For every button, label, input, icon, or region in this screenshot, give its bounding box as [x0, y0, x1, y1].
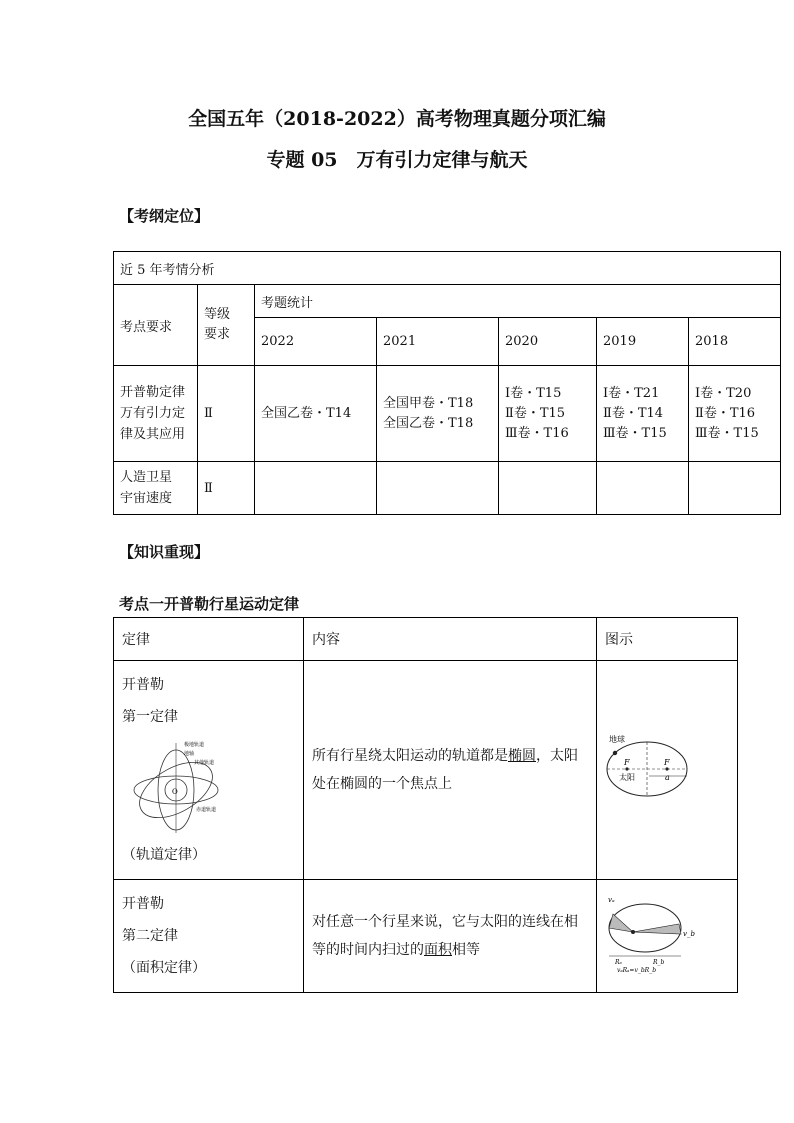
section-outline-heading: 【考纲定位】 — [119, 207, 210, 225]
point1-heading: 考点一开普勒行星运动定律 — [119, 595, 300, 613]
law2-name-line1: 开普勒 — [122, 896, 164, 912]
law1-figure-cell — [597, 661, 738, 880]
row2-2018 — [689, 462, 781, 515]
row1-point — [114, 366, 198, 462]
law1-name-line1: 开普勒 — [122, 677, 164, 693]
fig-vb-label: v_b — [683, 930, 695, 938]
row1-2019-item: Ⅲ卷・T15 — [603, 425, 667, 441]
row1-2020-item: Ⅲ卷・T16 — [505, 425, 569, 441]
row2-point — [114, 462, 198, 515]
fig-f1-label: F — [624, 758, 630, 767]
exam-analysis-table — [113, 251, 781, 515]
row1-2019 — [597, 366, 689, 462]
law2-content-key: 面积 — [424, 942, 452, 958]
kepler-laws-table — [113, 617, 738, 993]
year-2021: 2021 — [377, 318, 499, 366]
row1-2019-item: Ⅰ卷・T21 — [603, 385, 660, 401]
col-header-level — [198, 285, 255, 366]
law2-content — [304, 880, 597, 993]
row1-level: Ⅱ — [198, 366, 255, 462]
year-2020: 2020 — [499, 318, 597, 366]
law1-name-cell — [114, 661, 304, 880]
law-header-content: 内容 — [304, 618, 597, 661]
section-knowledge-heading: 【知识重现】 — [119, 543, 210, 561]
row1-2022 — [255, 366, 377, 462]
law1-name-line2: 第一定律 — [122, 709, 178, 725]
row2-2019 — [597, 462, 689, 515]
row2-2020 — [499, 462, 597, 515]
orbit-label-polar: 极地轨道 — [184, 742, 205, 748]
row1-2021 — [377, 366, 499, 462]
fig-sun-label: 太阳 — [619, 773, 635, 782]
year-2019: 2019 — [597, 318, 689, 366]
law1-content — [304, 661, 597, 880]
law1-alias: （轨道定律） — [122, 847, 206, 863]
document-title: 全国五年（2018-2022）高考物理真题分项汇编 — [188, 108, 606, 130]
area-law-figure — [605, 894, 695, 974]
col-header-point: 考点要求 — [114, 285, 198, 366]
exam-table-caption: 近 5 年考情分析 — [114, 252, 781, 285]
ellipse-orbit-figure — [605, 733, 695, 803]
year-2018: 2018 — [689, 318, 781, 366]
law2-figure-cell — [597, 880, 738, 993]
year-2022: 2022 — [255, 318, 377, 366]
orbit-label-axis: 地轴 — [184, 751, 195, 757]
law2-name-cell — [114, 880, 304, 993]
row1-2021-item: 全国乙卷・T18 — [383, 415, 474, 431]
law-header-figure: 图示 — [597, 618, 738, 661]
document-subtitle: 专题 05 万有引力定律与航天 — [266, 149, 528, 171]
fig-a-label: a — [665, 773, 670, 782]
row1-2021-item: 全国甲卷・T18 — [383, 395, 474, 411]
col-header-level-text: 等级要求 — [204, 307, 231, 342]
fig-f2-label: F — [664, 758, 670, 767]
row1-point-text: 开普勒定律万有引力定律及其应用 — [120, 385, 186, 442]
orbit-label-other: 其他轨道 — [194, 760, 215, 766]
row2-2021 — [377, 462, 499, 515]
row2-level: Ⅱ — [198, 462, 255, 515]
law1-content-key: 椭圆 — [508, 748, 536, 764]
row1-2018-item: Ⅲ卷・T15 — [695, 425, 759, 441]
fig-earth-label: 地球 — [609, 735, 625, 744]
row1-2018 — [689, 366, 781, 462]
row1-2020 — [499, 366, 597, 462]
row1-2018-item: Ⅱ卷・T16 — [695, 405, 756, 421]
row1-2020-item: Ⅱ卷・T15 — [505, 405, 566, 421]
row1-2022-item: 全国乙卷・T14 — [261, 405, 352, 421]
law2-content-b: 相等 — [452, 942, 480, 958]
orbit-types-figure — [126, 735, 236, 835]
orbit-label-equator: 赤道轨道 — [196, 807, 217, 813]
fig-rb-label: R_b — [653, 959, 665, 966]
law2-alias: （面积定律） — [122, 960, 206, 976]
row2-2022 — [255, 462, 377, 515]
law1-content-a: 所有行星绕太阳运动的轨道都是 — [312, 748, 508, 764]
col-header-stats: 考题统计 — [255, 285, 781, 318]
law2-content-a: 对任意一个行星来说，它与太阳的连线在相等的时间内扫过的 — [312, 914, 578, 958]
fig-eq-label: vₐRₐ=v_bR_b — [617, 967, 657, 974]
law1-content-b: ，太阳处在椭圆的一个焦点上 — [312, 748, 578, 792]
row1-2020-item: Ⅰ卷・T15 — [505, 385, 562, 401]
row1-2019-item: Ⅱ卷・T14 — [603, 405, 664, 421]
law2-name-line2: 第二定律 — [122, 928, 178, 944]
fig-va-label: vₐ — [608, 896, 615, 904]
orbit-o-label: O — [172, 788, 178, 796]
law-header-name: 定律 — [114, 618, 304, 661]
row1-2018-item: Ⅰ卷・T20 — [695, 385, 752, 401]
row2-point-text: 人造卫星宇宙速度 — [120, 470, 173, 506]
fig-ra-label: Rₐ — [615, 959, 622, 966]
